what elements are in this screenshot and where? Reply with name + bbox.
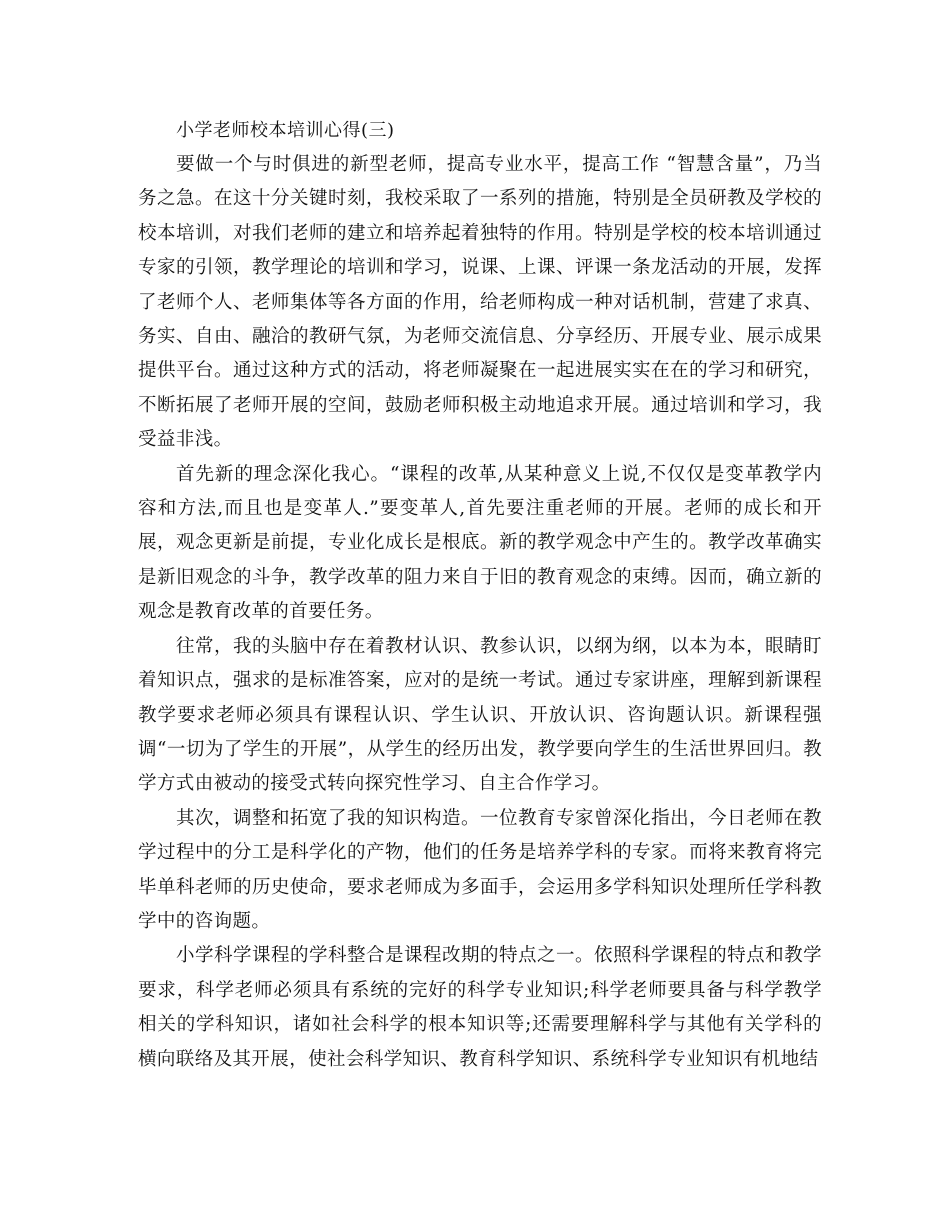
paragraph-4: 其次，调整和拓宽了我的知识构造。一位教育专家曾深化指出，今日老师在教学过程中的分工是科学化的产物，他们的任务是培养学科的专家。而将来教育将完毕单科老师的历史使命，要求老师成为多面手，会运用多学科知识处理所任学科教学中的咨询题。	[138, 807, 822, 932]
document-title: 小学老师校本培训心得(三)	[176, 120, 395, 141]
paragraph-5: 小学科学课程的学科整合是课程改期的特点之一。依照科学课程的特点和教学要求，科学老师必须具有系统的完好的科学专业知识;科学老师要具备与科学教学相关的学科知识，诸如社会科学的根本知识等;还需要理解科学与其他有关学科的横向联络及其开展，使社会科学知识、教育科学知识、系统科学专业知识有机地结	[138, 945, 822, 1070]
paragraph-2: 首先新的理念深化我心。“课程的改革,从某种意义上说,不仅仅是变革教学内容和方法,而且也是变革人.”要变革人,首先要注重老师的开展。老师的成长和开展，观念更新是前提，专业化成长是根底。新的教学观念中产生的。教学改革确实是新旧观念的斗争，教学改革的阻力来自于旧的教育观念的束缚。因而，确立新的观念是教育改革的首要任务。	[138, 463, 822, 623]
document-body	[138, 148, 822, 1077]
paragraph-1: 要做一个与时俱进的新型老师，提高专业水平，提高工作 “智慧含量”，乃当务之急。在这十分关键时刻，我校采取了一系列的措施，特别是全员研教及学校的校本培训，对我们老师的建立和培养起着独特的作用。特别是学校的校本培训通过专家的引领，教学理论的培训和学习，说课、上课、评课一条龙活动的开展，发挥了老师个人、老师集体等各方面的作用，给老师构成一种对话机制，营建了求真、务实、自由、融洽的教研气氛，为老师交流信息、分享经历、开展专业、展示成果提供平台。通过这种方式的活动，将老师凝聚在一起进展实实在在的学习和研究，不断拓展了老师开展的空间，鼓励老师积极主动地追求开展。通过培训和学习，我受益非浅。	[138, 154, 822, 451]
paragraph-3: 往常，我的头脑中存在着教材认识、教参认识，以纲为纲，以本为本，眼睛盯着知识点，强求的是标准答案，应对的是统一考试。通过专家讲座，理解到新课程教学要求老师必须具有课程认识、学生认识、开放认识、咨询题认识。新课程强调“一切为了学生的开展”，从学生的经历出发，教学要向学生的生活世界回归。教学方式由被动的接受式转向探究性学习、自主合作学习。	[138, 635, 822, 795]
